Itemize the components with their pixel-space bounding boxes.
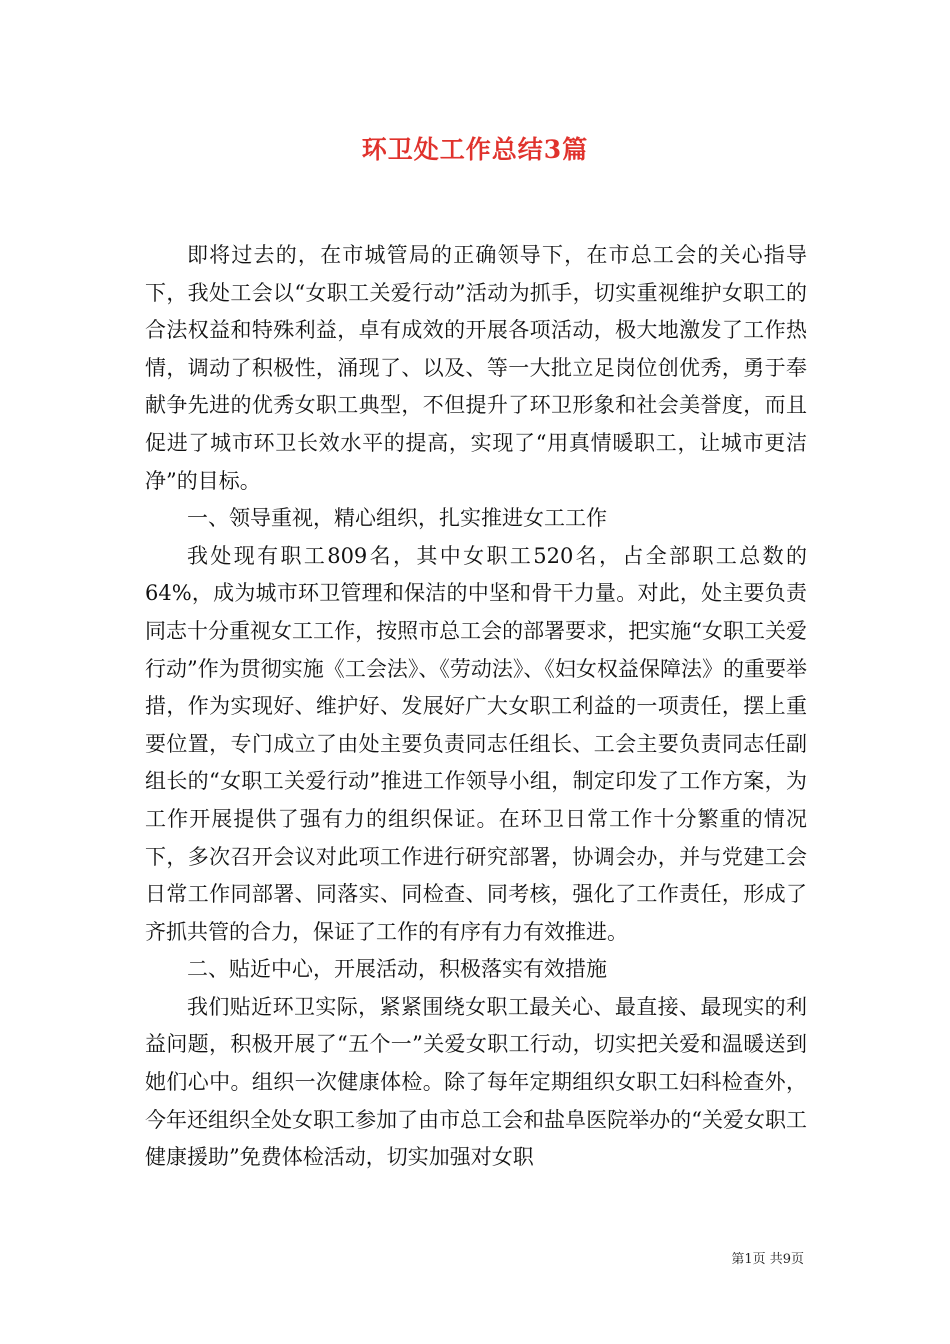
- paragraph-section-1: 我处现有职工809名，其中女职工520名，占全部职工总数的64%，成为城市环卫管理和保洁的中坚和骨干力量。对此，处主要负责同志十分重视女工工作，按照市总工会的部署要求，把实施“女职工关爱行动”作为贯彻实施《工会法》、《劳动法》、《妇女权益保障法》的重要举措，作为实现好、维护好、发展好广大女职工利益的一项责任，摆上重要位置，专门成立了由处主要负责同志任组长、工会主要负责同志任副组长的“女职工关爱行动”推进工作领导小组，制定印发了工作方案，为工作开展提供了强有力的组织保证。在环卫日常工作十分繁重的情况下，多次召开会议对此项工作进行研究部署，协调会办，并与党建工会日常工作同部署、同落实、同检查、同考核，强化了工作责任，形成了齐抓共管的合力，保证了工作的有序有力有效推进。: [145, 543, 807, 944]
- page-number-footer: 第1页 共9页: [731, 1252, 804, 1267]
- document-body: [145, 237, 807, 1177]
- paragraph-intro: 即将过去的，在市城管局的正确领导下，在市总工会的关心指导下，我处工会以“女职工关爱行动”活动为抓手，切实重视维护女职工的合法权益和特殊利益，卓有成效的开展各项活动，极大地激发了工作热情，调动了积极性，涌现了、以及、等一大批立足岗位创优秀，勇于奉献争先进的优秀女职工典型，不但提升了环卫形象和社会美誉度，而且促进了城市环卫长效水平的提高，实现了“用真情暖职工，让城市更洁净”的目标。: [145, 243, 807, 493]
- section-heading-2: 二、贴近中心，开展活动，积极落实有效措施: [187, 957, 607, 982]
- paragraph-section-2: 我们贴近环卫实际，紧紧围绕女职工最关心、最直接、最现实的利益问题，积极开展了“五个一”关爱女职工行动，切实把关爱和温暖送到她们心中。组织一次健康体检。除了每年定期组织女职工妇科检查外，今年还组织全处女职工参加了由市总工会和盐阜医院举办的“关爱女职工健康援助”免费体检活动，切实加强对女职: [145, 994, 807, 1170]
- document-title: 环卫处工作总结3篇: [361, 135, 589, 164]
- section-heading-1: 一、领导重视，精心组织，扎实推进女工工作: [187, 506, 607, 531]
